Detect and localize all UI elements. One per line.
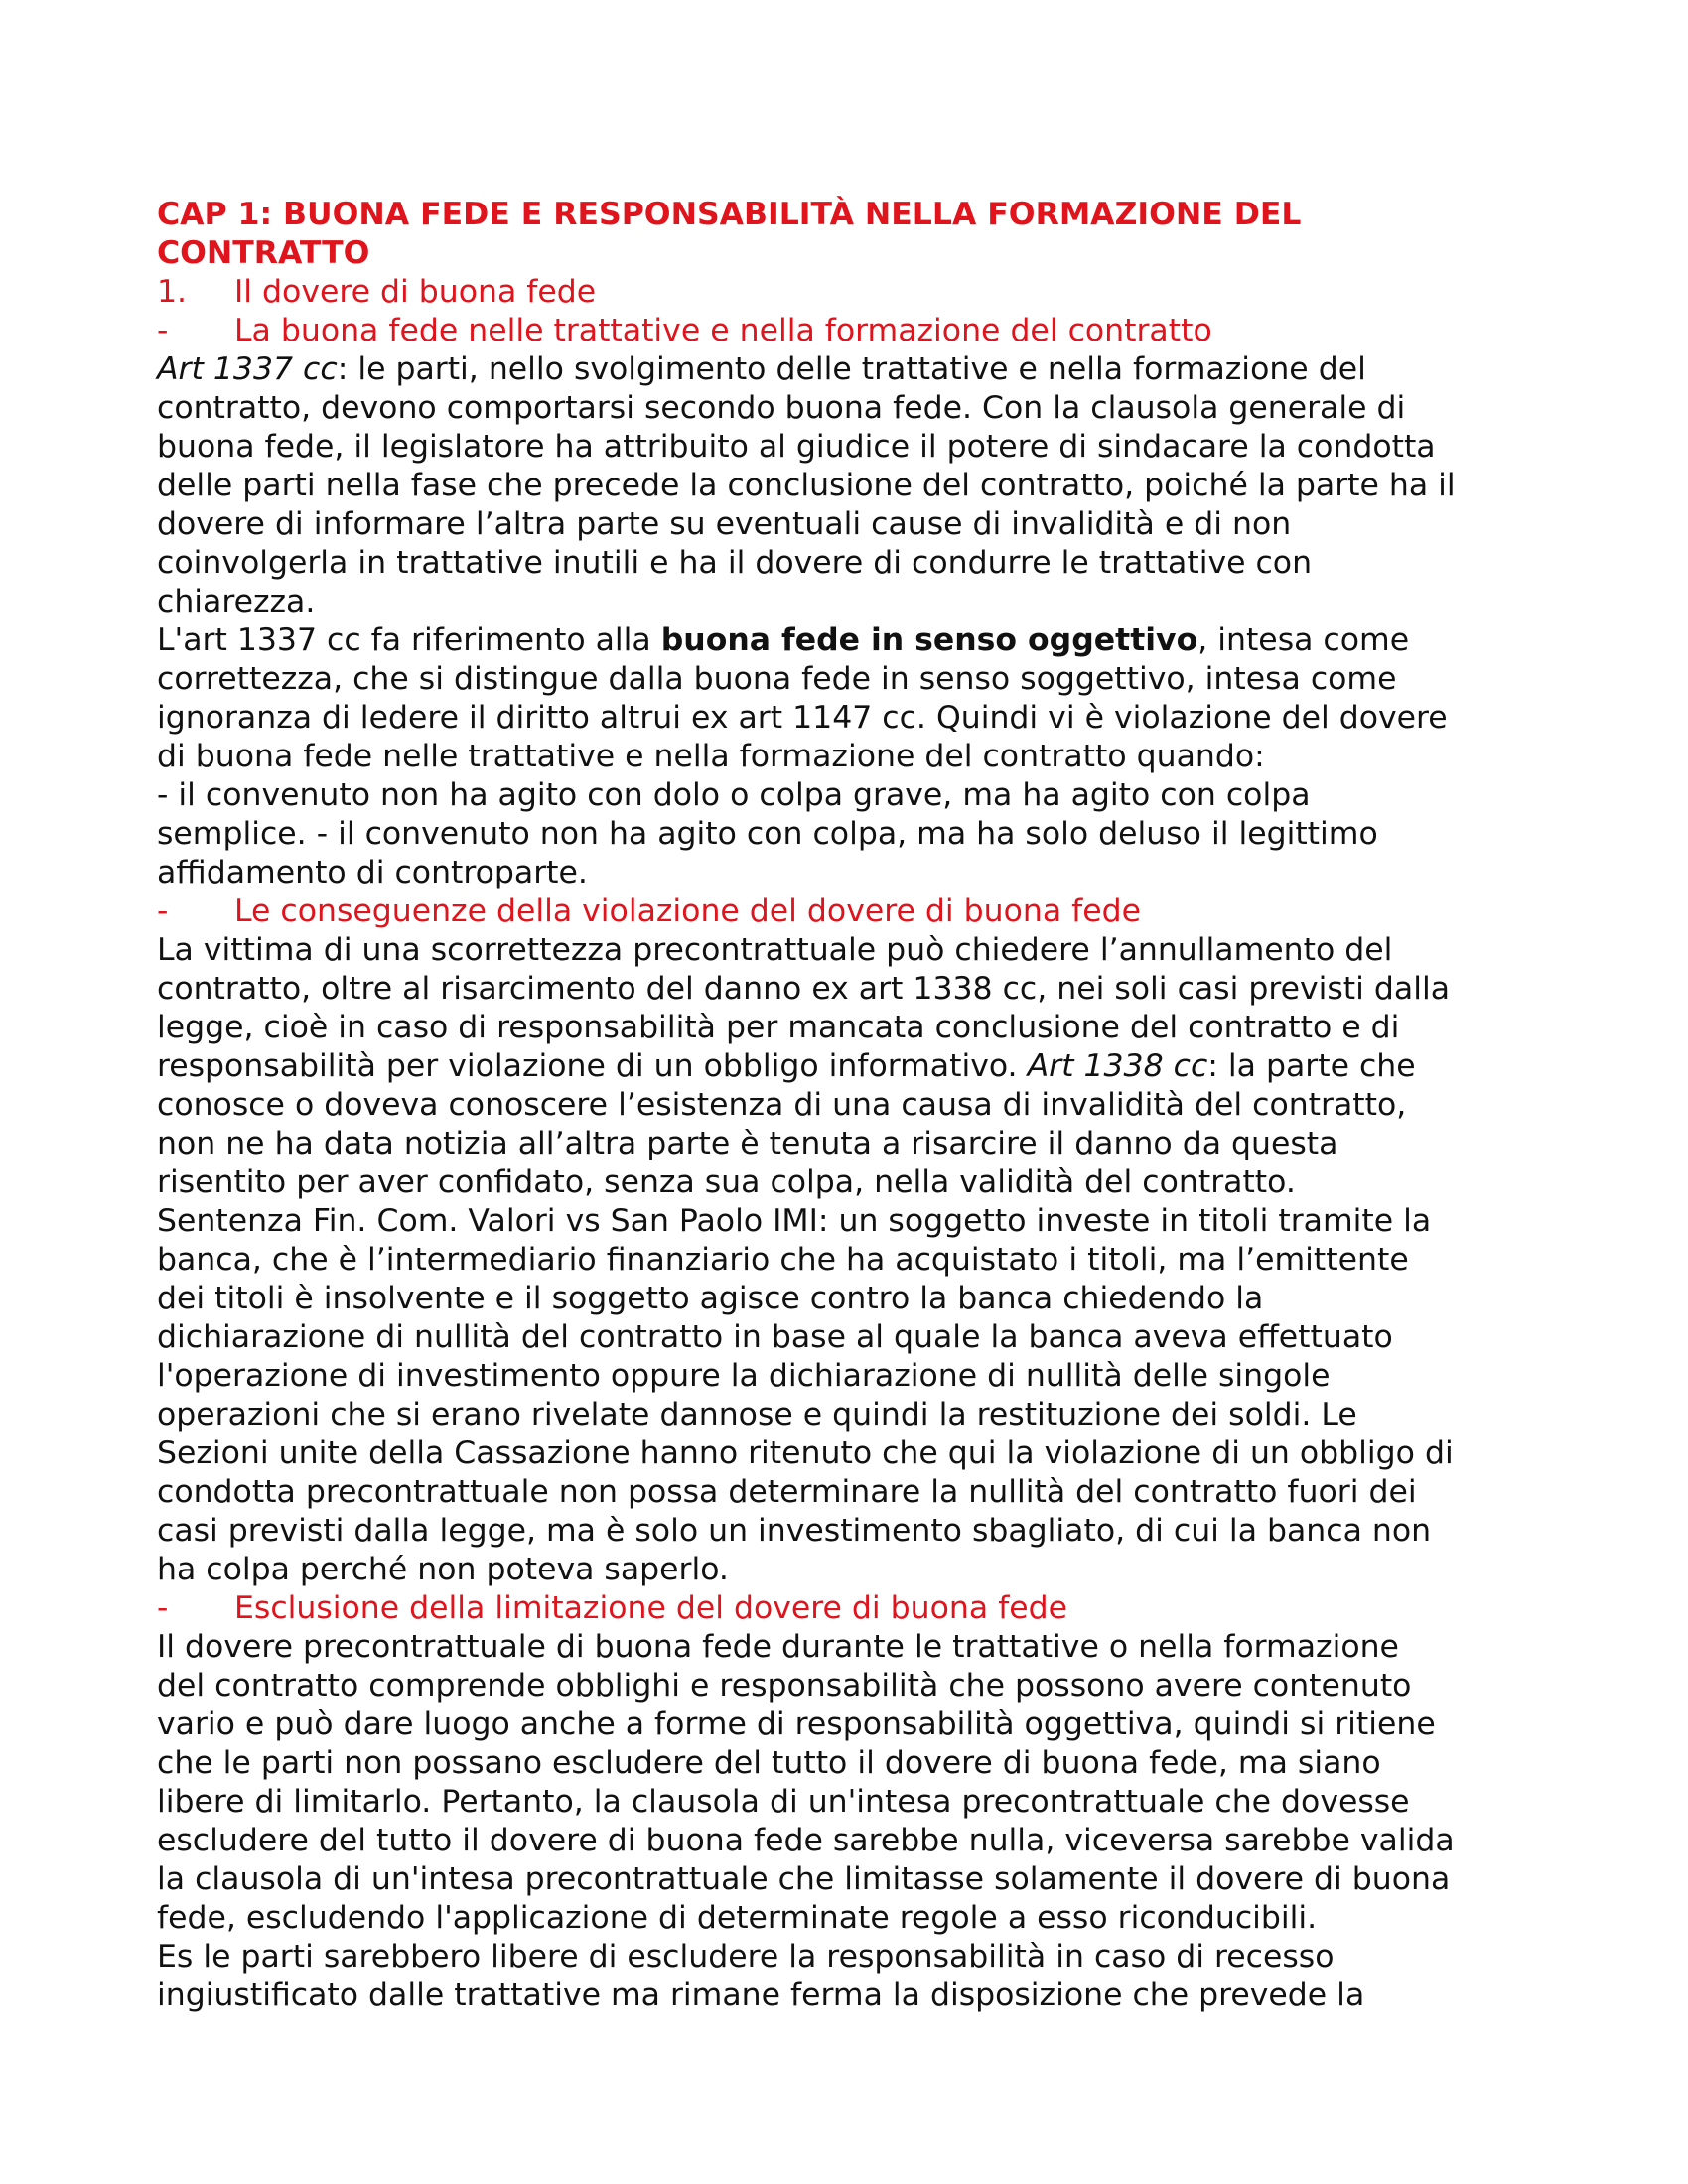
text-span: responsabilità per violazione di un obbligo informativo. (157, 1048, 1028, 1084)
text-line: Sezioni unite della Cassazione hanno ritenuto che qui la violazione di un obbligo di (157, 1435, 1454, 1471)
text-span: : le parti, nello svolgimento delle trattative e nella formazione del (337, 351, 1366, 387)
text-line: del contratto comprende obblighi e responsabilità che possono avere contenuto (157, 1668, 1412, 1704)
text-line: risentito per aver confidato, senza sua colpa, nella validità del contratto. (157, 1164, 1296, 1200)
text-line: affidamento di controparte. (157, 855, 588, 890)
text-line: vario e può dare luogo anche a forme di responsabilità oggettiva, quindi si ritiene (157, 1706, 1436, 1742)
text-line: libere di limitarlo. Pertanto, la clausola di un'intesa precontrattuale che dovesse (157, 1784, 1410, 1820)
text-line (157, 621, 1589, 660)
text-line: contratto, oltre al risarcimento del danno ex art 1338 cc, nei soli casi previsti dalla (157, 971, 1451, 1007)
subheading-label: Le conseguenze della violazione del dovere di buona fede (234, 893, 1141, 929)
text-line: conosce o doveva conoscere l’esistenza di una causa di invalidità del contratto, (157, 1087, 1407, 1123)
text-line: chiarezza. (157, 584, 316, 619)
text-line: fede, escludendo l'applicazione di determinate regole a esso riconducibili. (157, 1900, 1318, 1936)
paragraph-3 (157, 931, 1589, 1589)
text-line: non ne ha data notizia all’altra parte è tenuta a risarcire il danno da questa (157, 1126, 1338, 1161)
text-line: correttezza, che si distingue dalla buona fede in senso soggettivo, intesa come (157, 661, 1397, 697)
subheading-2 (157, 892, 1589, 931)
text-line: La vittima di una scorrettezza precontrattuale può chiedere l’annullamento del (157, 932, 1393, 968)
text-span: L'art 1337 cc fa riferimento alla (157, 622, 661, 658)
text-line: - il convenuto non ha agito con dolo o colpa grave, ma ha agito con colpa (157, 777, 1311, 813)
text-line: legge, cioè in caso di responsabilità per mancata conclusione del contratto e di (157, 1010, 1400, 1045)
subheading-label: La buona fede nelle trattative e nella formazione del contratto (234, 313, 1212, 348)
text-line: Il dovere precontrattuale di buona fede durante le trattative o nella formazione (157, 1629, 1399, 1665)
text-line: Es le parti sarebbero libere di escludere la responsabilità in caso di recesso (157, 1939, 1335, 1975)
subheading-1 (157, 312, 1589, 350)
text-line: semplice. - il convenuto non ha agito con colpa, ma ha solo deluso il legittimo (157, 816, 1378, 852)
subheading-3 (157, 1589, 1589, 1628)
text-span: : la parte che (1207, 1048, 1416, 1084)
subheading-bullet: - (157, 313, 169, 348)
text-line: banca, che è l’intermediario finanziario che ha acquistato i titoli, ma l’emittente (157, 1242, 1409, 1278)
article-reference: Art 1338 cc (1027, 1048, 1208, 1084)
subheading-bullet: - (157, 1590, 169, 1626)
text-line: dei titoli è insolvente e il soggetto agisce contro la banca chiedendo la (157, 1281, 1264, 1316)
text-line (157, 1047, 1589, 1086)
text-line: buona fede, il legislatore ha attribuito al giudice il potere di sindacare la condotta (157, 429, 1436, 465)
text-line: escludere del tutto il dovere di buona fede sarebbe nulla, viceversa sarebbe valida (157, 1823, 1455, 1858)
text-line: dichiarazione di nullità del contratto in base al quale la banca aveva effettuato (157, 1319, 1393, 1355)
chapter-title-line-2: CONTRATTO (157, 235, 370, 271)
section-heading (157, 273, 1589, 312)
text-line: di buona fede nelle trattative e nella formazione del contratto quando: (157, 739, 1265, 774)
text-line: contratto, devono comportarsi secondo buona fede. Con la clausola generale di (157, 390, 1406, 426)
bold-term: buona fede in senso oggettivo (660, 622, 1198, 658)
chapter-title-line-1: CAP 1: BUONA FEDE E RESPONSABILITÀ NELLA FORMAZIONE DEL (157, 197, 1302, 232)
paragraph-2 (157, 621, 1589, 892)
text-line: ingiustificato dalle trattative ma rimane ferma la disposizione che prevede la (157, 1978, 1365, 2013)
text-line: ha colpa perché non poteva saperlo. (157, 1552, 729, 1587)
paragraph-1 (157, 350, 1589, 621)
text-line: casi previsti dalla legge, ma è solo un investimento sbagliato, di cui la banca non (157, 1513, 1432, 1549)
section-number: 1. (157, 274, 188, 310)
article-reference: Art 1337 cc (157, 351, 338, 387)
text-line: l'operazione di investimento oppure la dichiarazione di nullità delle singole (157, 1358, 1331, 1394)
text-line: delle parti nella fase che precede la conclusione del contratto, poiché la parte ha il (157, 468, 1456, 503)
section-label: Il dovere di buona fede (234, 274, 597, 310)
text-line: la clausola di un'intesa precontrattuale che limitasse solamente il dovere di buona (157, 1861, 1451, 1897)
paragraph-4 (157, 1628, 1589, 2015)
text-line: operazioni che si erano rivelate dannose e quindi la restituzione dei soldi. Le (157, 1397, 1357, 1433)
subheading-label: Esclusione della limitazione del dovere di buona fede (234, 1590, 1068, 1626)
text-line: dovere di informare l’altra parte su eventuali cause di invalidità e di non (157, 506, 1292, 542)
text-line: ignoranza di ledere il diritto altrui ex art 1147 cc. Quindi vi è violazione del dovere (157, 700, 1448, 736)
text-line: coinvolgerla in trattative inutili e ha il dovere di condurre le trattative con (157, 545, 1313, 581)
text-line: che le parti non possano escludere del tutto il dovere di buona fede, ma siano (157, 1745, 1381, 1781)
text-span: , intesa come (1197, 622, 1410, 658)
text-line (157, 350, 1589, 389)
text-line: condotta precontrattuale non possa determinare la nullità del contratto fuori dei (157, 1474, 1417, 1510)
subheading-bullet: - (157, 893, 169, 929)
text-line: Sentenza Fin. Com. Valori vs San Paolo IMI: un soggetto investe in titoli tramite la (157, 1203, 1432, 1239)
